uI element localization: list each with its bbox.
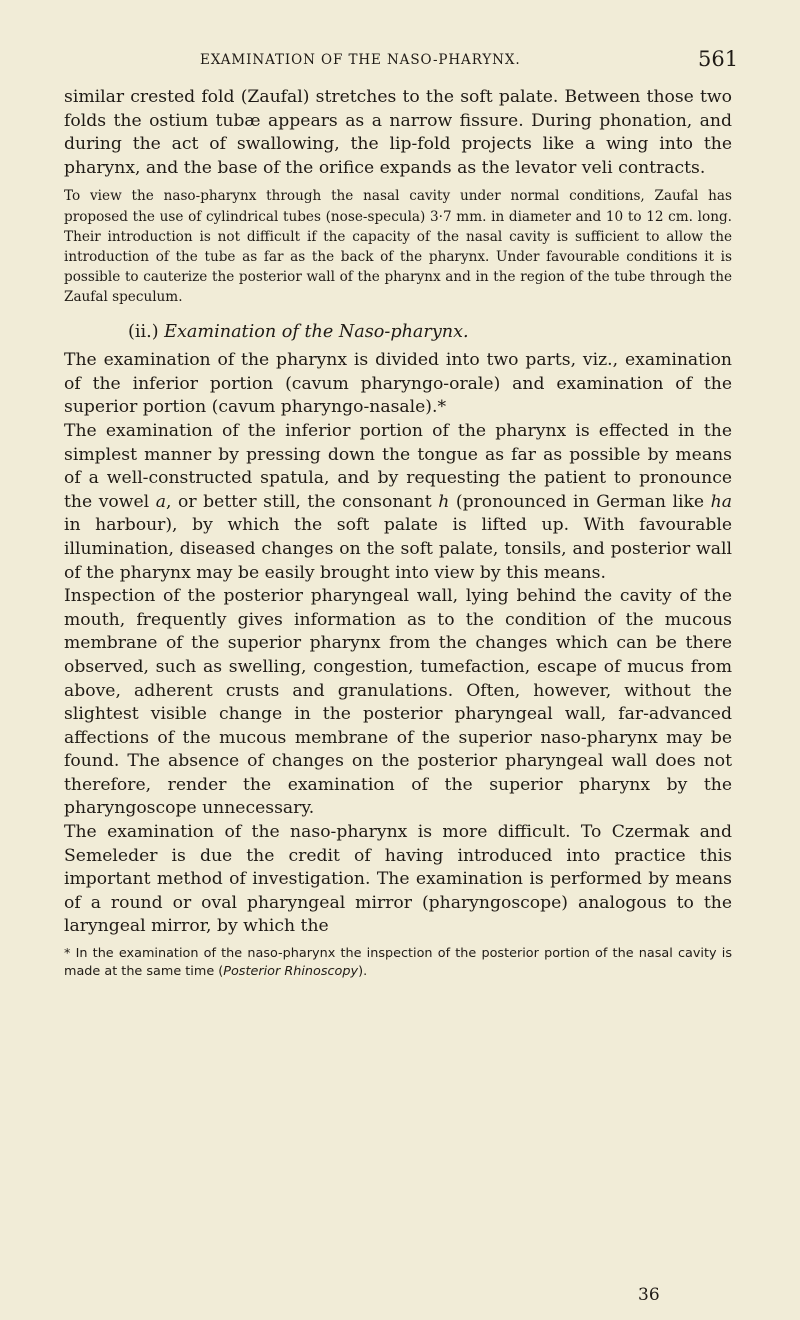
page-number: 561 <box>698 47 739 71</box>
text-run-italic: a <box>155 491 166 512</box>
footnote-text: * In the examination of the naso-pharynx the inspection of the posterior portion of the nasal cavity is made at the same time ( <box>64 946 732 980</box>
body-text <box>64 86 732 981</box>
text-run-italic: ha <box>710 491 732 512</box>
text-run: , or better still, the consonant <box>166 491 439 512</box>
footnote-end: ). <box>358 964 368 980</box>
running-title: EXAMINATION OF THE NASO-PHARYNX. <box>200 52 521 68</box>
footnote-italic: Posterior Rhinoscopy <box>223 964 359 980</box>
paragraph: Inspection of the posterior pharyngeal wall, lying behind the cavity of the mouth, frequently gives information as to the condition of the mucous membrane of the superior pharynx from the changes which can be there observed, such as swelling, congestion, tumefaction, escape of mucus from above, adherent crusts and granulations. Often, however, without the slightest visible change in the posterior pharyngeal wall, far-advanced affections of the mucous membrane of the superior naso-pharynx may be found. The absence of changes on the posterior pharyngeal wall does not therefore, render the examination of the superior pharynx by the pharyngoscope unnecessary. <box>64 586 732 819</box>
paragraph <box>64 420 732 585</box>
paragraph: The examination of the naso-pharynx is more difficult. To Czermak and Semeleder is due the credit of having introduced into practice this important method of investigation. The examination is performed by means of a round or oval pharyngeal mirror (pharyngoscope) analogous to the laryngeal mirror, by which the <box>64 822 732 937</box>
section-number: (ii.) <box>128 321 159 342</box>
paragraph: similar crested fold (Zaufal) stretches to the soft palate. Between those two folds the ostium tubæ appears as a narrow fissure. During phonation, and during the act of swallowing, the lip-fold projects like a wing into the pharynx, and the base of the orifice expands as the levator veli contracts. <box>64 87 732 178</box>
text-run: The examination of the inferior portion of the pharynx is effected in the simplest manner by pressing down the tongue as far as possible by means of a well-constructed spatula, and by requesting the patient to pronounce the vowel <box>64 420 732 512</box>
signature-mark: 36 <box>638 1285 660 1305</box>
text-run: (pronounced in German like <box>449 491 711 512</box>
section-heading <box>64 321 732 345</box>
section-title: Examination of the Naso-pharynx. <box>164 321 469 342</box>
text-run: in harbour), by which the soft palate is lifted up. With favourable illumination, diseased changes on the soft palate, tonsils, and posterior wall of the pharynx may be easily brought into view by this means. <box>64 515 732 583</box>
text-run-italic: h <box>438 491 450 512</box>
small-print-paragraph: To view the naso-pharynx through the nasal cavity under normal conditions, Zaufal has proposed the use of cylindrical tubes (nose-specula) 3·7 mm. in diameter and 10 to 12 cm. long. Their introduction is not difficult if the capacity of the nasal cavity is sufficient to allow the introduction of the tube as far as the back of the pharynx. Under favourable conditions it is possible to cauterize the posterior wall of the pharynx and in the region of the tube through the Zaufal speculum. <box>64 188 732 306</box>
paragraph: The examination of the pharynx is divided into two parts, viz., examination of the inferior portion (cavum pharyngo-orale) and examination of the superior portion (cavum pharyngo-nasale).* <box>64 350 732 418</box>
footnote <box>64 945 732 981</box>
